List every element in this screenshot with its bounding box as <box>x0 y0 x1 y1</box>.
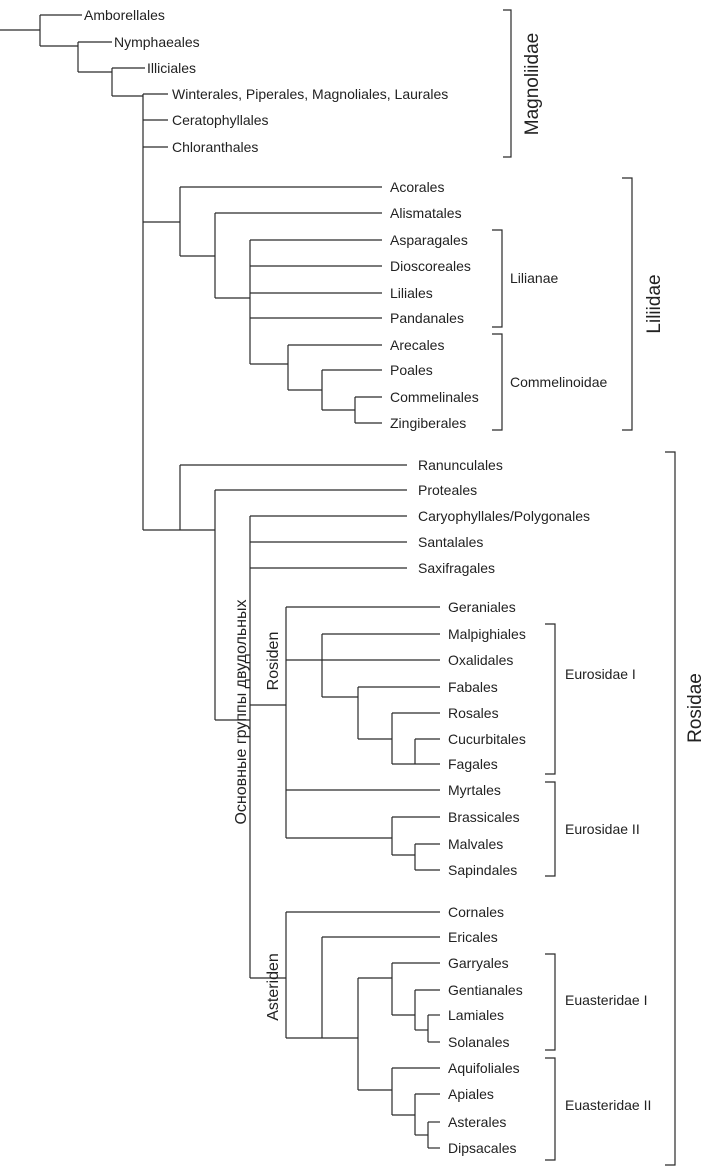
leaf-malpighiales: Malpighiales <box>448 626 526 642</box>
leaf-cornales: Cornales <box>448 904 505 920</box>
leaf-asterales: Asterales <box>448 1114 507 1130</box>
leaf-asparagales: Asparagales <box>390 232 468 248</box>
label-asteriden: Asteriden <box>265 953 282 1021</box>
leaf-oxalidales: Oxalidales <box>448 652 514 668</box>
leaf-poales: Poales <box>390 362 433 378</box>
leaf-fagales: Fagales <box>448 756 498 772</box>
leaf-solanales: Solanales <box>448 1034 510 1050</box>
leaf-saxifragales: Saxifragales <box>418 560 496 576</box>
leaf-dioscoreales: Dioscoreales <box>390 258 471 274</box>
bracket-eurosidae-1 <box>545 624 555 774</box>
label-euasteridae-1: Euasteridae I <box>565 992 648 1008</box>
leaf-ericales: Ericales <box>448 929 498 945</box>
leaf-ceratophyllales: Ceratophyllales <box>172 112 269 128</box>
leaf-zingiberales: Zingiberales <box>390 415 467 431</box>
label-eudicots: Основные группы двудольных <box>233 599 250 825</box>
label-rosidae: Rosidae <box>685 673 706 743</box>
leaf-aquifoliales: Aquifoliales <box>448 1060 520 1076</box>
leaf-liliales: Liliales <box>390 285 433 301</box>
bracket-liliidae <box>622 178 632 430</box>
label-commelinoidae: Commelinoidae <box>510 374 608 390</box>
bracket-lilianae <box>492 230 502 327</box>
leaf-caryophyllales: Caryophyllales/Polygonales <box>418 508 590 524</box>
leaf-alismatales: Alismatales <box>390 205 462 221</box>
leaf-winterales: Winterales, Piperales, Magnoliales, Laurales <box>172 86 449 102</box>
leaf-myrtales: Myrtales <box>448 782 501 798</box>
leaf-commelinales: Commelinales <box>390 389 479 405</box>
leaf-sapindales: Sapindales <box>448 862 518 878</box>
bracket-magnoliidae <box>503 10 511 157</box>
leaf-illiciales: Illiciales <box>147 60 197 76</box>
leaf-acorales: Acorales <box>390 179 445 195</box>
label-eurosidae-1: Eurosidae I <box>565 666 636 682</box>
leaf-santalales: Santalales <box>418 534 484 550</box>
leaf-chloranthales: Chloranthales <box>172 139 259 155</box>
leaf-cucurbitales: Cucurbitales <box>448 731 526 747</box>
leaf-arecales: Arecales <box>390 337 445 353</box>
label-eurosidae-2: Eurosidae II <box>565 821 640 837</box>
bracket-euasteridae-2 <box>545 1058 555 1160</box>
leaf-nymphaeales: Nymphaeales <box>114 34 200 50</box>
bracket-eurosidae-2 <box>545 782 555 876</box>
leaf-gentianales: Gentianales <box>448 982 523 998</box>
leaf-labels <box>84 7 590 1156</box>
leaf-pandanales: Pandanales <box>390 310 464 326</box>
bracket-commelinoidae <box>492 334 502 430</box>
leaf-rosales: Rosales <box>448 705 499 721</box>
label-liliidae: Liliidae <box>644 274 665 334</box>
leaf-garryales: Garryales <box>448 955 509 971</box>
leaf-amborellales: Amborellales <box>84 7 165 23</box>
leaf-lamiales: Lamiales <box>448 1007 505 1023</box>
leaf-dipsacales: Dipsacales <box>448 1140 517 1156</box>
label-euasteridae-2: Euasteridae II <box>565 1097 652 1113</box>
leaf-apiales: Apiales <box>448 1086 494 1102</box>
leaf-geraniales: Geraniales <box>448 599 516 615</box>
leaf-brassicales: Brassicales <box>448 809 520 825</box>
label-magnoliidae: Magnoliidae <box>522 32 543 136</box>
label-rosiden: Rosiden <box>265 631 282 691</box>
leaf-malvales: Malvales <box>448 836 504 852</box>
bracket-rosidae <box>665 452 675 1165</box>
leaf-ranunculales: Ranunculales <box>418 457 503 473</box>
leaf-proteales: Proteales <box>418 482 478 498</box>
leaf-fabales: Fabales <box>448 679 498 695</box>
tree-branches <box>0 15 440 1148</box>
label-lilianae: Lilianae <box>510 270 559 286</box>
bracket-euasteridae-1 <box>545 954 555 1050</box>
